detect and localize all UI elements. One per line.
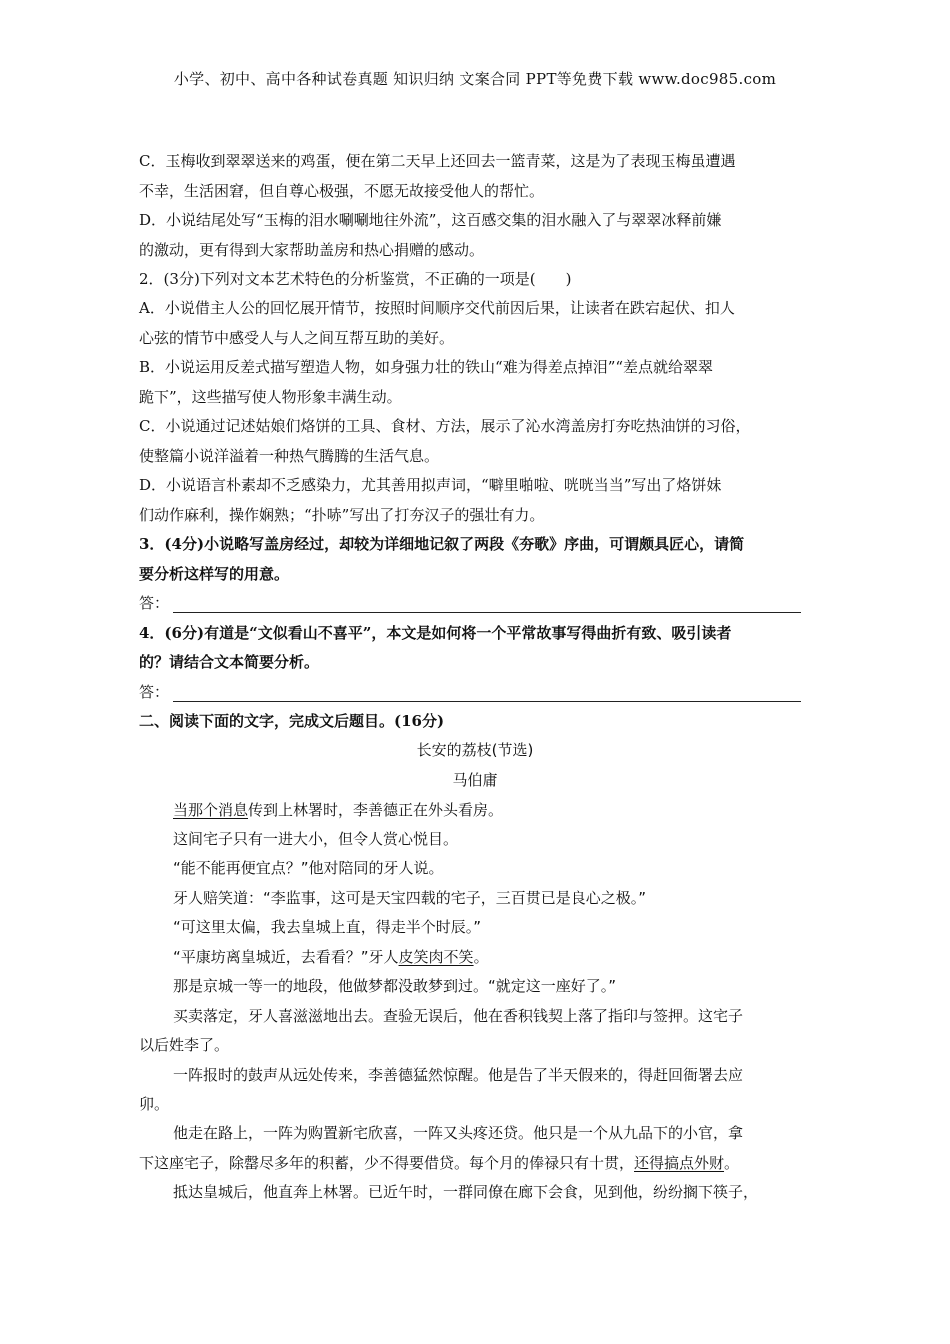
- section2-heading: 二、阅读下面的文字，完成文后题目。(16分): [139, 712, 445, 730]
- passage-p10-line2-end: 。: [724, 1154, 740, 1172]
- q3-answer-label: 答：: [139, 594, 170, 612]
- passage-p11: 抵达皇城后，他直奔上林署。已近午时，一群同僚在廊下会食，见到他，纷纷搁下筷子，: [173, 1183, 759, 1201]
- passage-p1-rest: 传到上林署时，李善德正在外头看房。: [248, 801, 504, 819]
- q4-stem-line1: 4．(6分)有道是“文似看山不喜平”，本文是如何将一个平常故事写得曲折有致、吸引读者: [139, 624, 732, 642]
- passage-p1: [173, 800, 853, 820]
- q2-option-a-line1: A．小说借主人公的回忆展开情节，按照时间顺序交代前因后果，让读者在跌宕起伏、扣人: [139, 299, 735, 317]
- q3-stem-line2: 要分析这样写的用意。: [139, 565, 290, 583]
- passage-p2: 这间宅子只有一进大小，但令人赏心悦目。: [173, 830, 459, 848]
- underlined-phrase: 皮笑肉不笑: [398, 948, 474, 966]
- passage-p8-line2: 以后姓李了。: [139, 1036, 230, 1054]
- underlined-phrase: 还得搞点外财: [634, 1154, 725, 1172]
- q1-option-c-line2: 不幸，生活困窘，但自尊心极强，不愿无故接受他人的帮忙。: [139, 182, 545, 200]
- q4-answer-line[interactable]: [173, 687, 801, 702]
- q2-option-c-line2: 使整篇小说洋溢着一种热气腾腾的生活气息。: [139, 447, 440, 465]
- q1-option-d-line1: D．小说结尾处写“玉梅的泪水唰唰地往外流”，这百感交集的泪水融入了与翠翠冰释前嫌: [139, 211, 722, 229]
- passage-p4: 牙人赔笑道：“李监事，这可是天宝四载的宅子，三百贯已是良心之极。”: [173, 889, 647, 907]
- q4-answer-row: [139, 682, 819, 702]
- passage-p8-line1: 买卖落定，牙人喜滋滋地出去。查验无误后，他在香积钱契上落了指印与签押。这宅子: [173, 1007, 744, 1025]
- q2-option-d-line2: 们动作麻利，操作娴熟；“扑哧”写出了打夯汉子的强壮有力。: [139, 506, 545, 524]
- q2-option-b-line2: 跪下”，这些描写使人物形象丰满生动。: [139, 388, 402, 406]
- q1-option-c-line1: C．玉梅收到翠翠送来的鸡蛋，便在第二天早上还回去一篮青菜，这是为了表现玉梅虽遭遇: [139, 152, 736, 170]
- page-header: 小学、初中、高中各种试卷真题 知识归纳 文案合同 PPT等免费下载 www.doc985.com: [173, 70, 777, 88]
- passage-title: 长安的荔枝(节选): [416, 741, 534, 759]
- passage-author: 马伯庸: [452, 771, 498, 789]
- passage-p10-line1: 他走在路上，一阵为购置新宅欣喜，一阵又头疼还贷。他只是一个从九品下的小官，拿: [173, 1124, 744, 1142]
- passage-p5: “可这里太偏，我去皇城上直，得走半个时辰。”: [173, 918, 482, 936]
- q2-option-a-line2: 心弦的情节中感受人与人之间互帮互助的美好。: [139, 329, 455, 347]
- q3-stem-line1: 3．(4分)小说略写盖房经过，却较为详细地记叙了两段《夯歌》序曲，可谓颇具匠心，请简: [139, 535, 745, 553]
- passage-p10-line2: [139, 1153, 819, 1173]
- passage-p6: [173, 947, 853, 967]
- passage-p6-end: 。: [473, 948, 489, 966]
- q4-answer-label: 答：: [139, 683, 170, 701]
- passage-p7: 那是京城一等一的地段，他做梦都没敢梦到过。“就定这一座好了。”: [173, 977, 617, 995]
- q4-stem-line2: 的？请结合文本简要分析。: [139, 653, 320, 671]
- underlined-phrase: 当那个消息: [173, 801, 249, 819]
- passage-p9-line2: 卯。: [139, 1095, 170, 1113]
- passage-p10-line2-start: 下这座宅子，除罄尽多年的积蓄，少不得要借贷。每个月的俸禄只有十贯，: [139, 1154, 635, 1172]
- passage-p6-start: “平康坊离皇城近，去看看？”牙人: [173, 948, 399, 966]
- q2-option-c-line1: C．小说通过记述姑娘们烙饼的工具、食材、方法，展示了沁水湾盖房打夯吃热油饼的习俗，: [139, 417, 751, 435]
- q2-option-d-line1: D．小说语言朴素却不乏感染力，尤其善用拟声词，“噼里啪啦、咣咣当当”写出了烙饼妹: [139, 476, 722, 494]
- passage-p3: “能不能再便宜点？”他对陪同的牙人说。: [173, 859, 444, 877]
- q2-stem: 2．(3分)下列对文本艺术特色的分析鉴赏，不正确的一项是( ): [139, 270, 572, 288]
- q2-option-b-line1: B．小说运用反差式描写塑造人物，如身强力壮的铁山“难为得差点掉泪”“差点就给翠翠: [139, 358, 714, 376]
- q1-option-d-line2: 的激动，更有得到大家帮助盖房和热心捐赠的感动。: [139, 241, 485, 259]
- q3-answer-line[interactable]: [173, 598, 801, 613]
- passage-p9-line1: 一阵报时的鼓声从远处传来，李善德猛然惊醒。他是告了半天假来的，得赶回衙署去应: [173, 1066, 744, 1084]
- q3-answer-row: [139, 593, 819, 613]
